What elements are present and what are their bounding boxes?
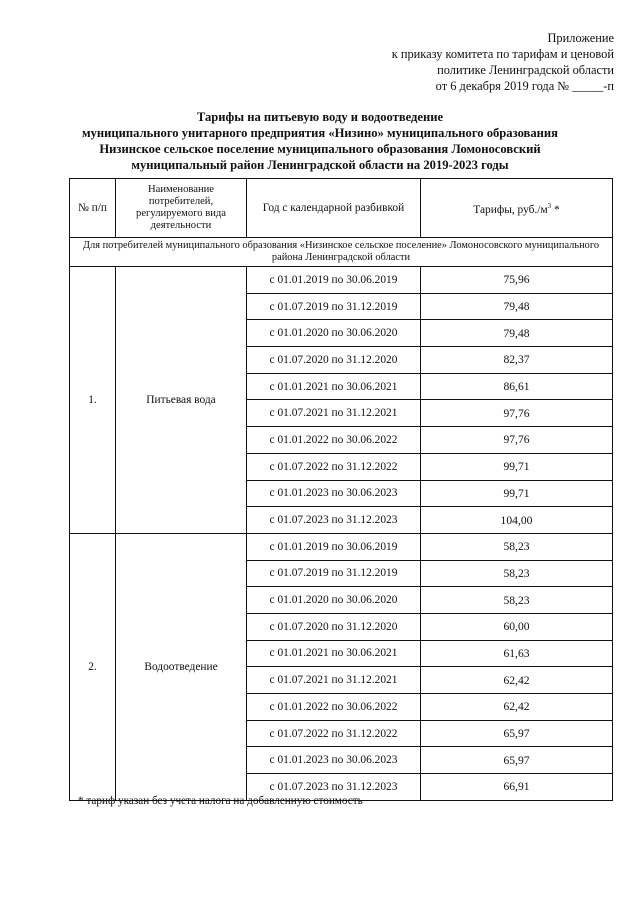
document-title (40, 109, 600, 173)
tariff-value-cell: 104,00 (421, 507, 613, 534)
title-line: Низинское сельское поселение муниципального образования Ломоносовский (99, 142, 541, 156)
tariff-value-cell: 66,91 (421, 774, 613, 801)
group-row (70, 238, 613, 267)
period-cell: с 01.01.2022 по 30.06.2022 (247, 694, 421, 721)
tariff-value-cell: 58,23 (421, 587, 613, 614)
tariff-value-cell: 62,42 (421, 667, 613, 694)
period-cell: с 01.07.2021 по 31.12.2021 (247, 667, 421, 694)
table-row (70, 267, 613, 294)
tariff-value-cell: 99,71 (421, 480, 613, 507)
tariff-value-cell: 79,48 (421, 293, 613, 320)
table-header-row (70, 179, 613, 238)
header-tariff (421, 179, 613, 238)
appendix-line: к приказу комитета по тарифам и ценовой (391, 47, 614, 61)
tariff-value-cell: 97,76 (421, 427, 613, 454)
appendix-line: от 6 декабря 2019 года № _____-п (435, 79, 614, 93)
period-cell: с 01.07.2023 по 31.12.2023 (247, 507, 421, 534)
title-line: муниципальный район Ленинградской области на 2019-2023 годы (131, 158, 509, 172)
service-name: Водоотведение (116, 533, 247, 800)
period-cell: с 01.01.2020 по 30.06.2020 (247, 320, 421, 347)
tariff-value-cell: 75,96 (421, 267, 613, 294)
period-cell: с 01.07.2019 по 31.12.2019 (247, 293, 421, 320)
period-cell: с 01.01.2021 по 30.06.2021 (247, 640, 421, 667)
period-cell: с 01.07.2020 по 31.12.2020 (247, 613, 421, 640)
table-row (70, 533, 613, 560)
period-cell: с 01.01.2020 по 30.06.2020 (247, 587, 421, 614)
tariff-value-cell: 79,48 (421, 320, 613, 347)
period-cell: с 01.07.2019 по 31.12.2019 (247, 560, 421, 587)
appendix-block (392, 30, 614, 94)
tariff-value-cell: 97,76 (421, 400, 613, 427)
title-line: Тарифы на питьевую воду и водоотведение (196, 110, 444, 124)
tariff-value-cell: 99,71 (421, 453, 613, 480)
footnote: * тариф указан без учета налога на добавленную стоимость (78, 795, 363, 807)
tariff-value-cell: 62,42 (421, 694, 613, 721)
period-cell: с 01.01.2023 по 30.06.2023 (247, 480, 421, 507)
period-cell: с 01.01.2021 по 30.06.2021 (247, 373, 421, 400)
header-tariff-sup: 3 (547, 202, 552, 211)
tariff-value-cell: 86,61 (421, 373, 613, 400)
header-period: Год с календарной разбивкой (247, 179, 421, 238)
period-cell: с 01.07.2020 по 31.12.2020 (247, 347, 421, 374)
tariff-value-cell: 60,00 (421, 613, 613, 640)
tariff-value-cell: 58,23 (421, 560, 613, 587)
tariff-value-cell: 65,97 (421, 720, 613, 747)
tariff-value-cell: 82,37 (421, 347, 613, 374)
service-name: Питьевая вода (116, 267, 247, 534)
period-cell: с 01.01.2019 по 30.06.2019 (247, 533, 421, 560)
title-line: муниципального унитарного предприятия «Низино» муниципального образования (82, 126, 558, 140)
tariff-value-cell: 58,23 (421, 533, 613, 560)
appendix-line: политике Ленинградской области (437, 63, 614, 77)
row-number: 1. (70, 267, 116, 534)
period-cell: с 01.07.2023 по 31.12.2023 (247, 774, 421, 801)
period-cell: с 01.07.2021 по 31.12.2021 (247, 400, 421, 427)
header-tariff-text: Тарифы, руб./м (473, 203, 548, 216)
period-cell: с 01.01.2019 по 30.06.2019 (247, 267, 421, 294)
period-cell: с 01.07.2022 по 31.12.2022 (247, 453, 421, 480)
tariff-value-cell: 61,63 (421, 640, 613, 667)
period-cell: с 01.01.2022 по 30.06.2022 (247, 427, 421, 454)
header-tariff-asterisk: * (551, 203, 560, 216)
period-cell: с 01.07.2022 по 31.12.2022 (247, 720, 421, 747)
group-title: Для потребителей муниципального образования «Низинское сельское поселение» Ломоносовского муниципального района Ленинградской области (70, 238, 613, 267)
row-number: 2. (70, 533, 116, 800)
tariff-table (69, 178, 613, 801)
header-name: Наименование потребителей, регулируемого вида деятельности (116, 179, 247, 238)
appendix-line: Приложение (547, 31, 614, 45)
tariff-value-cell: 65,97 (421, 747, 613, 774)
header-num: № п/п (70, 179, 116, 238)
period-cell: с 01.01.2023 по 30.06.2023 (247, 747, 421, 774)
